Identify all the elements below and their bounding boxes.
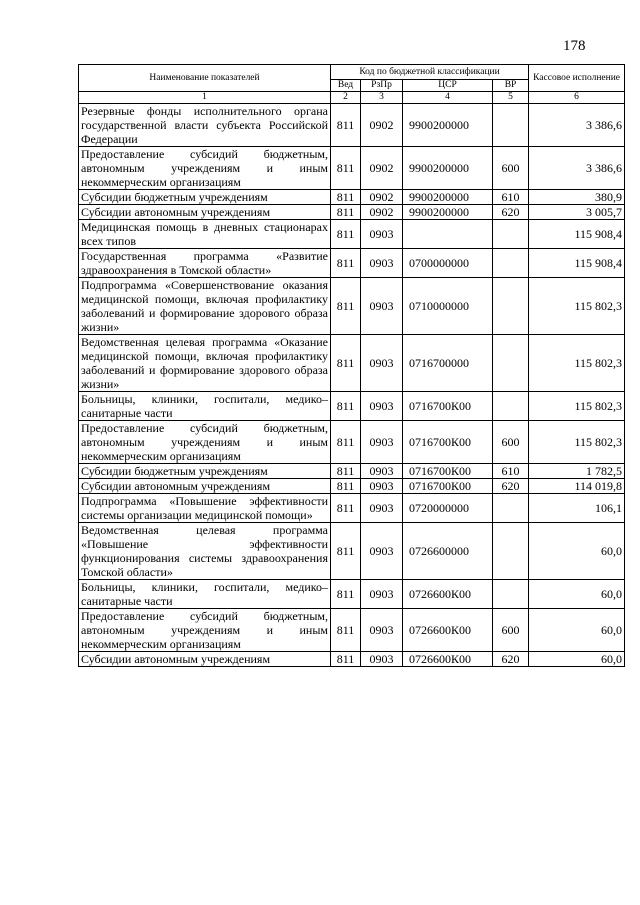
row-ved: 811 [331,190,361,205]
table-row [79,335,625,392]
row-rzpr: 0903 [361,335,403,392]
row-rzpr: 0903 [361,464,403,479]
table-header [79,65,625,104]
column-number: 3 [361,92,403,104]
column-number: 1 [79,92,331,104]
row-vr [493,220,529,249]
row-amount: 60,0 [529,609,625,652]
row-ved: 811 [331,580,361,609]
header-code-group: Код по бюджетной классификации [331,65,529,80]
header-cash-execution: Кассовое исполнение [529,65,625,92]
row-rzpr: 0903 [361,220,403,249]
row-amount: 115 802,3 [529,421,625,464]
row-csr: 0716700К00 [403,421,493,464]
row-ved: 811 [331,205,361,220]
table-body [79,104,625,667]
row-name: Субсидии автономным учреждениям [79,479,331,494]
row-rzpr: 0902 [361,147,403,190]
budget-table [78,64,625,667]
column-number: 6 [529,92,625,104]
row-rzpr: 0903 [361,278,403,335]
row-vr [493,523,529,580]
row-vr: 610 [493,464,529,479]
row-ved: 811 [331,104,361,147]
row-ved: 811 [331,609,361,652]
row-vr: 620 [493,205,529,220]
column-number: 5 [493,92,529,104]
column-number: 4 [403,92,493,104]
table-row [79,220,625,249]
row-amount: 106,1 [529,494,625,523]
row-vr: 620 [493,652,529,667]
row-csr: 0716700К00 [403,392,493,421]
row-csr: 9900200000 [403,147,493,190]
row-amount: 1 782,5 [529,464,625,479]
table-row [79,523,625,580]
row-csr: 0716700000 [403,335,493,392]
row-csr: 0726600000 [403,523,493,580]
header-rzpr: РзПр [361,80,403,92]
row-name: Субсидии автономным учреждениям [79,652,331,667]
row-name: Медицинская помощь в дневных стационарах всех типов [79,220,331,249]
row-rzpr: 0902 [361,190,403,205]
row-vr: 600 [493,147,529,190]
row-csr: 9900200000 [403,205,493,220]
row-csr: 9900200000 [403,104,493,147]
row-amount: 60,0 [529,580,625,609]
header-ved: Вед [331,80,361,92]
row-ved: 811 [331,249,361,278]
row-csr [403,220,493,249]
row-amount: 3 005,7 [529,205,625,220]
row-amount: 115 802,3 [529,392,625,421]
row-name: Подпрограмма «Повышение эффективности системы организации медицинской помощи» [79,494,331,523]
row-ved: 811 [331,464,361,479]
row-rzpr: 0903 [361,609,403,652]
row-name: Субсидии бюджетным учреждениям [79,464,331,479]
row-amount: 3 386,6 [529,147,625,190]
table-row [79,278,625,335]
row-vr: 600 [493,421,529,464]
row-name: Предоставление субсидий бюджетным, автономным учреждениям и иным некоммерческим организациям [79,609,331,652]
row-amount: 114 019,8 [529,479,625,494]
row-vr [493,278,529,335]
row-ved: 811 [331,523,361,580]
row-name: Больницы, клиники, госпитали, медико–санитарные части [79,392,331,421]
row-rzpr: 0902 [361,205,403,220]
row-ved: 811 [331,335,361,392]
row-vr [493,494,529,523]
table-row [79,609,625,652]
row-ved: 811 [331,220,361,249]
table-row [79,190,625,205]
row-ved: 811 [331,421,361,464]
row-name: Подпрограмма «Совершенствование оказания медицинской помощи, включая профилактику заболеваний и формирование здорового образа жизни» [79,278,331,335]
row-amount: 115 908,4 [529,220,625,249]
header-name: Наименование показателей [79,65,331,92]
row-vr [493,580,529,609]
column-numbers-row [79,92,625,104]
row-vr: 620 [493,479,529,494]
table-row [79,205,625,220]
row-ved: 811 [331,479,361,494]
row-ved: 811 [331,392,361,421]
row-rzpr: 0903 [361,392,403,421]
row-vr: 610 [493,190,529,205]
row-name: Предоставление субсидий бюджетным, автономным учреждениям и иным некоммерческим организациям [79,147,331,190]
column-number: 2 [331,92,361,104]
table-row [79,421,625,464]
row-rzpr: 0903 [361,421,403,464]
row-name: Государственная программа «Развитие здравоохранения в Томской области» [79,249,331,278]
row-vr: 600 [493,609,529,652]
row-rzpr: 0903 [361,580,403,609]
row-name: Ведомственная целевая программа «Повышение эффективности функционирования системы здравоохранения Томской области» [79,523,331,580]
row-ved: 811 [331,652,361,667]
row-csr: 0726600К00 [403,580,493,609]
row-name: Больницы, клиники, госпитали, медико–санитарные части [79,580,331,609]
header-vr: ВР [493,80,529,92]
row-amount: 115 908,4 [529,249,625,278]
row-rzpr: 0903 [361,479,403,494]
row-rzpr: 0902 [361,104,403,147]
row-csr: 0716700К00 [403,464,493,479]
row-vr [493,249,529,278]
row-csr: 9900200000 [403,190,493,205]
page-number: 178 [563,38,586,54]
row-csr: 0716700К00 [403,479,493,494]
row-csr: 0710000000 [403,278,493,335]
row-ved: 811 [331,147,361,190]
row-csr: 0700000000 [403,249,493,278]
row-amount: 115 802,3 [529,278,625,335]
row-csr: 0726600К00 [403,609,493,652]
table-row [79,392,625,421]
row-ved: 811 [331,494,361,523]
row-name: Резервные фонды исполнительного органа государственной власти субъекта Российской Федерации [79,104,331,147]
row-vr [493,392,529,421]
table-row [79,652,625,667]
table-row [79,147,625,190]
row-name: Субсидии бюджетным учреждениям [79,190,331,205]
row-amount: 380,9 [529,190,625,205]
row-ved: 811 [331,278,361,335]
row-amount: 115 802,3 [529,335,625,392]
row-rzpr: 0903 [361,523,403,580]
table-row [79,104,625,147]
table-row [79,249,625,278]
row-amount: 60,0 [529,652,625,667]
table-row [79,464,625,479]
row-rzpr: 0903 [361,494,403,523]
row-vr [493,335,529,392]
table-row [79,494,625,523]
row-csr: 0720000000 [403,494,493,523]
table-row [79,580,625,609]
table-row [79,479,625,494]
row-vr [493,104,529,147]
row-name: Субсидии автономным учреждениям [79,205,331,220]
row-name: Предоставление субсидий бюджетным, автономным учреждениям и иным некоммерческим организациям [79,421,331,464]
header-csr: ЦСР [403,80,493,92]
row-rzpr: 0903 [361,249,403,278]
row-rzpr: 0903 [361,652,403,667]
row-amount: 60,0 [529,523,625,580]
row-csr: 0726600К00 [403,652,493,667]
row-name: Ведомственная целевая программа «Оказание медицинской помощи, включая профилактику заболеваний и формирование здорового образа жизни» [79,335,331,392]
row-amount: 3 386,6 [529,104,625,147]
